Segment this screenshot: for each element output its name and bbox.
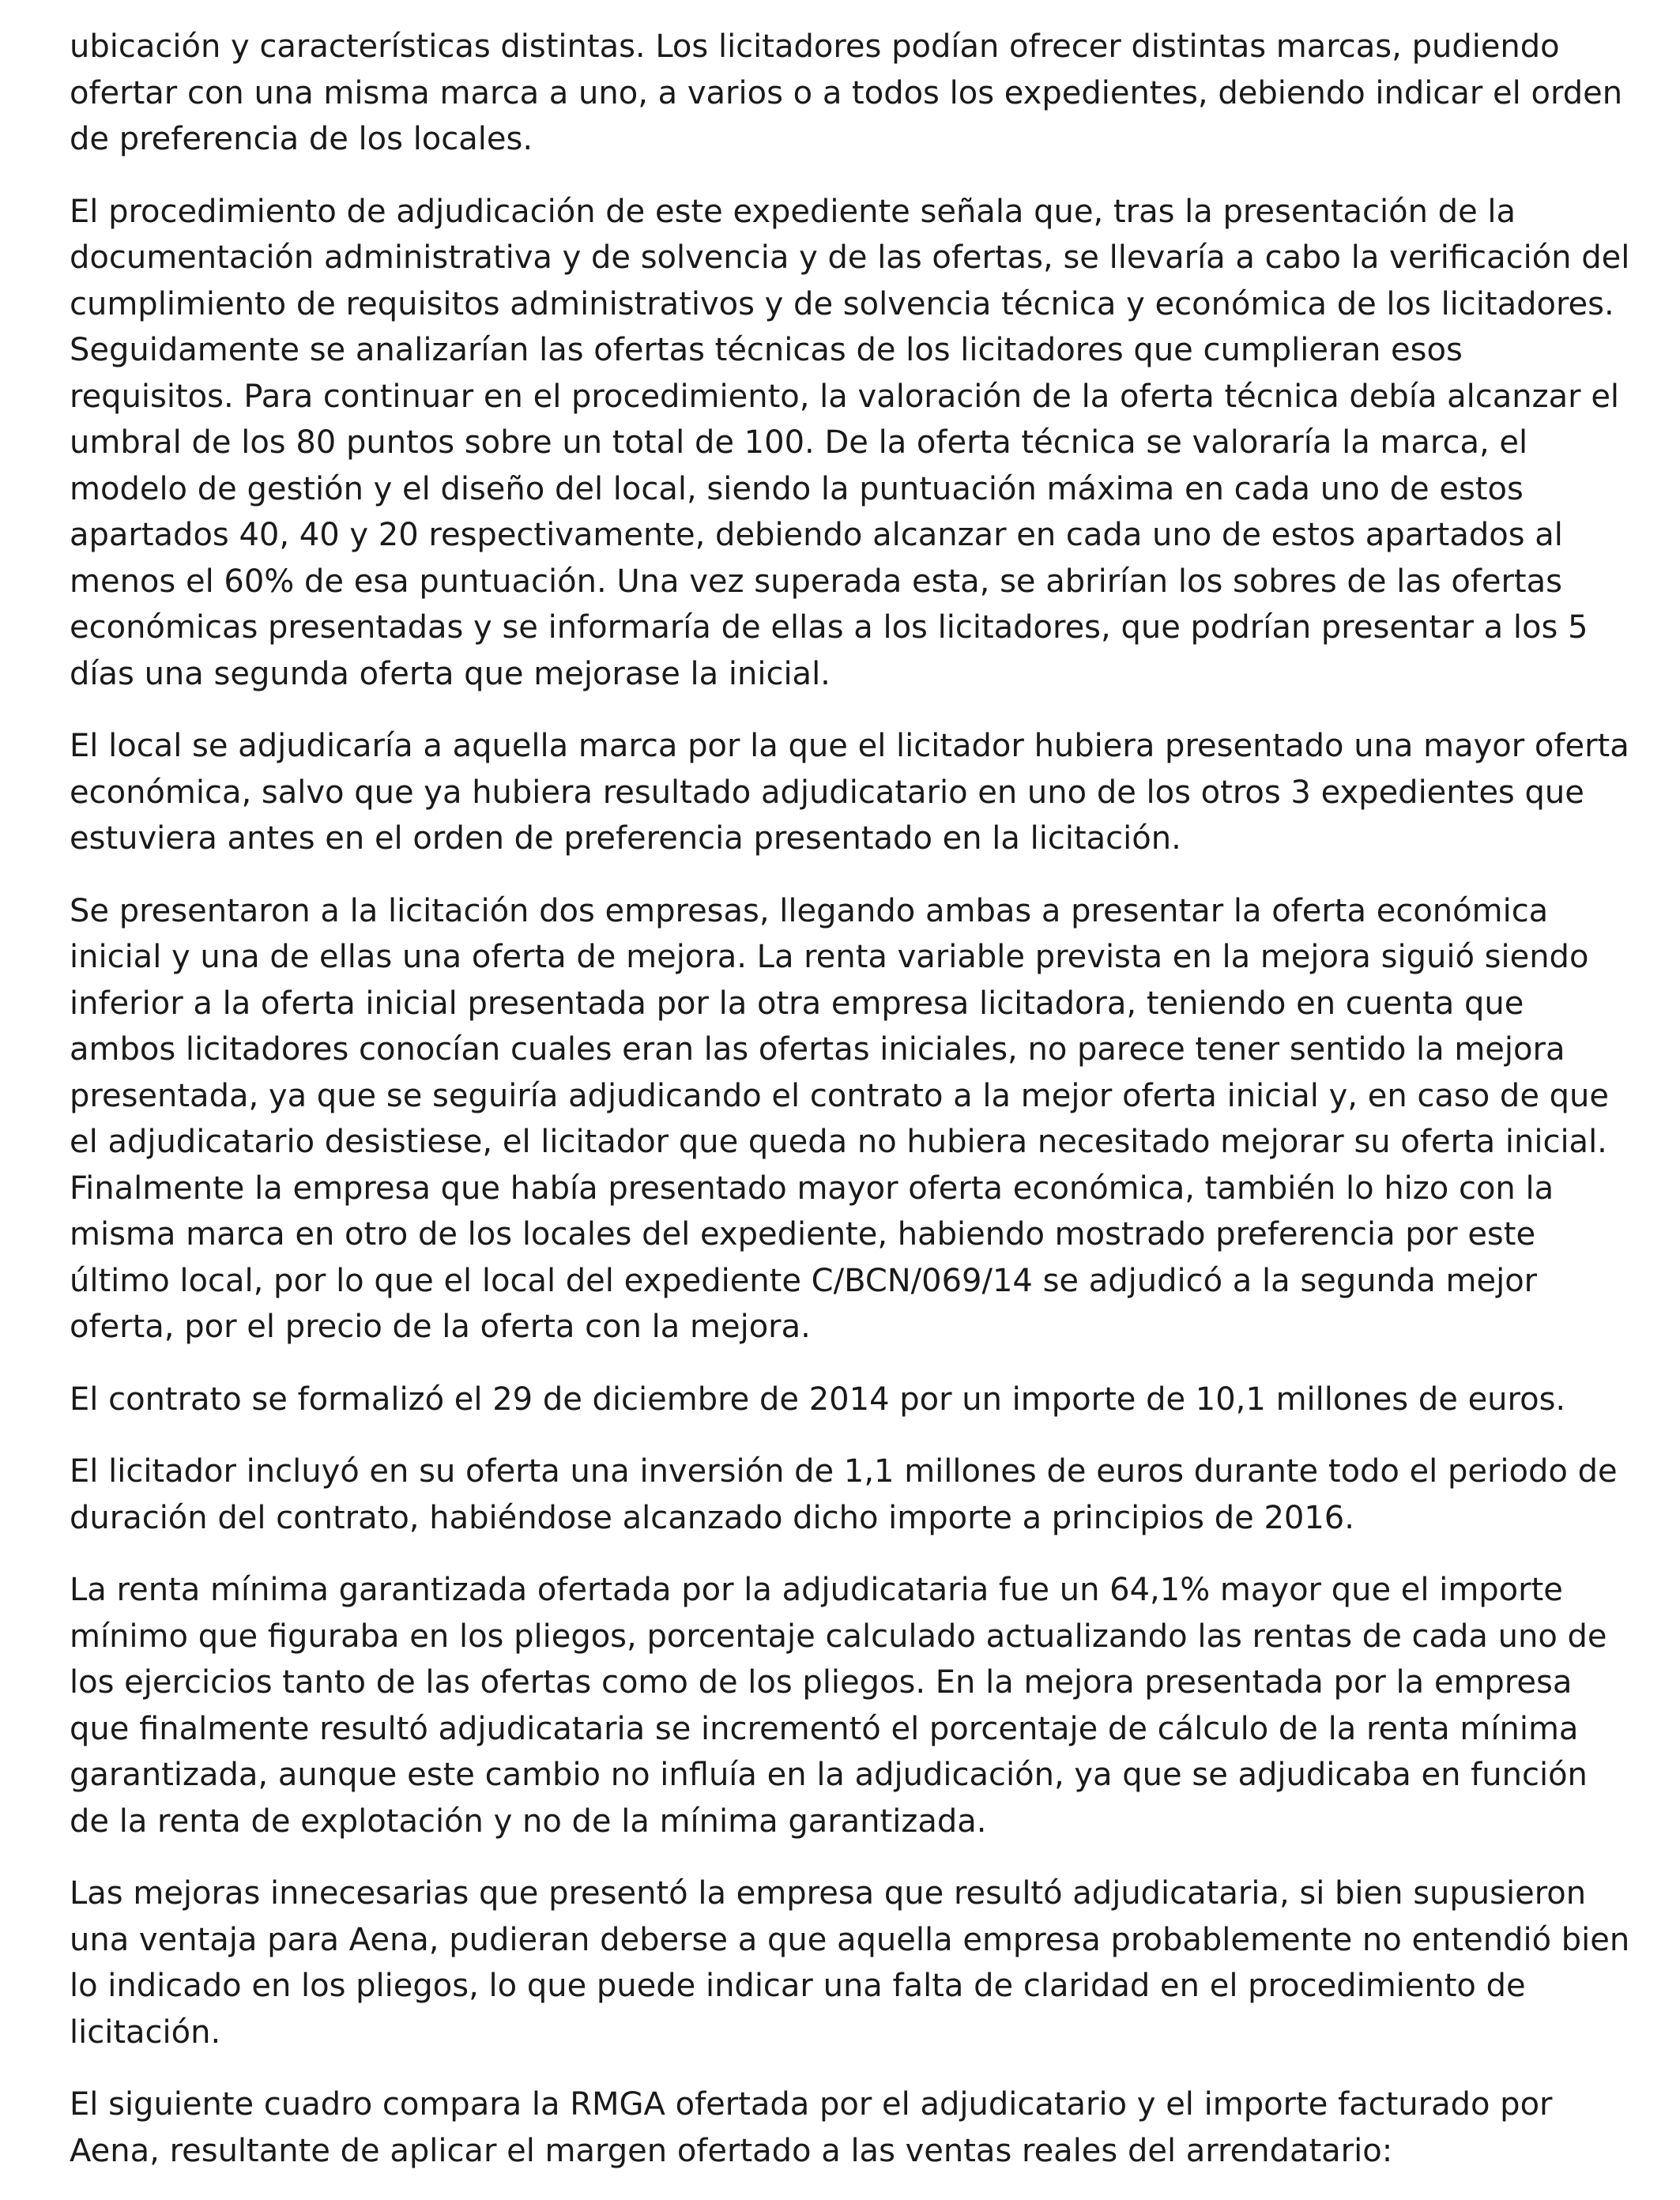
paragraph-5: El contrato se formalizó el 29 de diciembre de 2014 por un importe de 10,1 millones de euros.	[70, 1381, 1566, 1418]
paragraph-4: Se presentaron a la licitación dos empresas, llegando ambas a presentar la oferta económica inicial y una de ellas una oferta de mejora. La renta variable prevista en la mejora siguió siendo inferior a la oferta inicial presentada por la otra empresa licitadora, teniendo en cuenta que ambos licitadores conocían cuales eran las ofertas iniciales, no parece tener sentido la mejora presentada, ya que se seguiría adjudicando el contrato a la mejor oferta inicial y, en caso de que el adjudicatario desistiese, el licitador que queda no hubiera necesitado mejorar su oferta inicial. Finalmente la empresa que había presentado mayor oferta económica, también lo hizo con la misma marca en otro de los locales del expediente, habiendo mostrado preferencia por este último local, por lo que el local del expediente C/BCN/069/14 se adjudicó a la segunda mejor oferta, por el precio de la oferta con la mejora.	[70, 892, 1609, 1345]
paragraph-8: Las mejoras innecesarias que presentó la empresa que resultó adjudicataria, si bien supusieron una ventaja para Aena, pudieran deberse a que aquella empresa probablemente no entendió bien lo indicado en los pliegos, lo que puede indicar una falta de claridad en el procedimiento de licitación.	[70, 1875, 1630, 2051]
paragraph-1: ubicación y características distintas. Los licitadores podían ofrecer distintas marcas, pudiendo ofertar con una misma marca a uno, a varios o a todos los expedientes, debiendo indicar el orden de preferencia de los locales.	[70, 28, 1623, 157]
paragraph-7: La renta mínima garantizada ofertada por la adjudicataria fue un 64,1% mayor que el importe mínimo que figuraba en los pliegos, porcentaje calculado actualizando las rentas de cada uno de los ejercicios tanto de las ofertas como de los pliegos. En la mejora presentada por la empresa que finalmente resultó adjudicataria se incrementó el porcentaje de cálculo de la renta mínima garantizada, aunque este cambio no influía en la adjudicación, ya que se adjudicaba en función de la renta de explotación y no de la mínima garantizada.	[70, 1572, 1607, 1840]
paragraph-6: El licitador incluyó en su oferta una inversión de 1,1 millones de euros durante todo el periodo de duración del contrato, habiéndose alcanzado dicho importe a principios de 2016.	[70, 1453, 1618, 1536]
paragraph-9: El siguiente cuadro compara la RMGA ofertada por el adjudicatario y el importe facturado por Aena, resultante de aplicar el margen ofertado a las ventas reales del arrendatario:	[70, 2086, 1553, 2169]
paragraph-2: El procedimiento de adjudicación de este expediente señala que, tras la presentación de la documentación administrativa y de solvencia y de las ofertas, se llevaría a cabo la verificación del cumplimiento de requisitos administrativos y de solvencia técnica y económica de los licitadores. Seguidamente se analizarían las ofertas técnicas de los licitadores que cumplieran esos requisitos. Para continuar en el procedimiento, la valoración de la oferta técnica debía alcanzar el umbral de los 80 puntos sobre un total de 100. De la oferta técnica se valoraría la marca, el modelo de gestión y el diseño del local, siendo la puntuación máxima en cada uno de estos apartados 40, 40 y 20 respectivamente, debiendo alcanzar en cada uno de estos apartados al menos el 60% de esa puntuación. Una vez superada esta, se abrirían los sobres de las ofertas económicas presentadas y se informaría de ellas a los licitadores, que podrían presentar a los 5 días una segunda oferta que mejorase la inicial.	[70, 193, 1630, 692]
document-page	[70, 24, 1634, 2200]
paragraph-3: El local se adjudicaría a aquella marca por la que el licitador hubiera presentado una mayor oferta económica, salvo que ya hubiera resultado adjudicatario en uno de los otros 3 expedientes que estuviera antes en el orden de preferencia presentado en la licitación.	[70, 728, 1629, 857]
